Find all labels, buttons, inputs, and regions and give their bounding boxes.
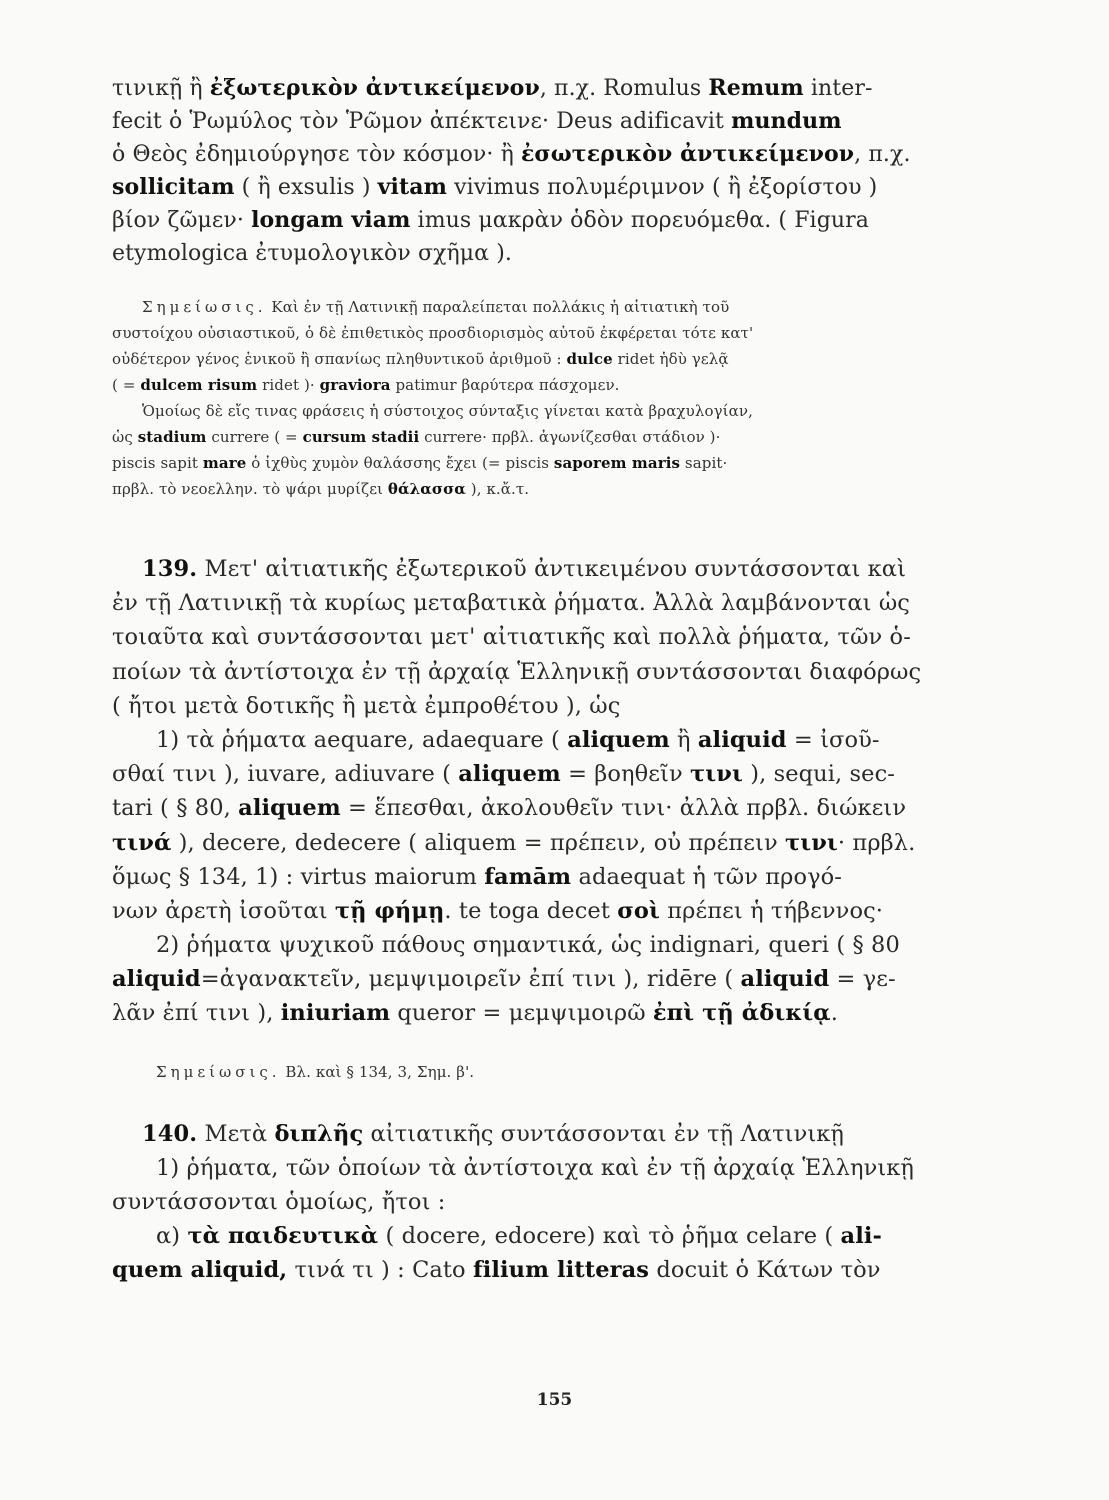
text-line: τινά ), decere, dedecere ( aliquem = πρέπειν, οὐ πρέπειν τινι· πρβλ. <box>112 829 916 856</box>
text-line: 139. Μετ' αἰτιατικῆς ἐξωτερικοῦ ἀντικειμένου συντάσσονται καὶ <box>142 556 906 582</box>
paragraph-accusative-objects <box>112 72 959 270</box>
text-line: σθαί τινι ), iuvare, adiuvare ( aliquem = βοηθεῖν τινι ), sequi, sec- <box>112 761 895 788</box>
text-line: aliquid=ἀγανακτεῖν, μεμψιμοιρεῖν ἐπί τινι ), ridēre ( aliquid = γε- <box>112 966 896 993</box>
text-line: τινικῇ ἢ ἐξωτερικὸν ἀντικείμενον, π.χ. Romulus Remum inter- <box>112 75 873 101</box>
text-line: Σημείωσις. Καὶ ἐν τῇ Λατινικῇ παραλείπεται πολλάκις ἡ αἰτιατικὴ τοῦ <box>142 298 730 316</box>
text-line: νων ἀρετὴ ἰσοῦται τῇ φήμῃ. te toga decet σοὶ πρέπει ἡ τήβεννος· <box>112 897 884 924</box>
text-line: ὡς stadium currere ( = cursum stadii currere· πρβλ. ἀγωνίζεσθαι στάδιον )· <box>112 428 721 446</box>
text-line: συντάσσονται ὁμοίως, ἤτοι : <box>112 1189 446 1215</box>
text-line: πρβλ. τὸ νεοελλην. τὸ ψάρι μυρίζει θάλασσα ), κ.ἄ.τ. <box>112 480 530 498</box>
text-line: α) τὰ παιδευτικὰ ( docere, edocere) καὶ τὸ ῥῆμα celare ( ali- <box>156 1223 882 1250</box>
text-line: fecit ὁ Ῥωμύλος τὸν Ῥῶμον ἀπέκτεινε· Deus adificavit mundum <box>112 108 842 134</box>
text-line: βίον ζῶμεν· longam viam imus μακρὰν ὁδὸν πορευόμεθα. ( Figura <box>112 207 869 233</box>
note-remark-2 <box>112 1059 959 1085</box>
text-line: ὅμως § 134, 1) : virtus maiorum famām adaequat ἡ τῶν προγό- <box>112 863 843 890</box>
text-line: tari ( § 80, aliquem = ἕπεσθαι, ἀκολουθεῖν τινι· ἀλλὰ πρβλ. διώκειν <box>112 795 907 822</box>
section-140 <box>112 1117 959 1288</box>
text-line: 140. Μετὰ διπλῆς αἰτιατικῆς συντάσσονται ἐν τῇ Λατινικῇ <box>142 1120 845 1147</box>
text-line: λᾶν ἐπί τινι ), iniuriam queror = μεμψιμοιρῶ ἐπὶ τῇ ἀδικίᾳ. <box>112 1000 838 1027</box>
text-line: οὐδέτερον γένος ἑνικοῦ ἢ σπανίως πληθυντικοῦ ἀριθμοῦ : dulce ridet ἡδὺ γελᾷ <box>112 350 729 368</box>
page-number: 155 <box>536 1390 573 1410</box>
text-line: quem aliquid, τινά τι ) : Cato filium litteras docuit ὁ Κάτων τὸν <box>112 1257 881 1284</box>
text-line: ὁ Θεὸς ἐδημιούργησε τὸν κόσμον· ἢ ἐσωτερικὸν ἀντικείμενον, π.χ. <box>112 141 911 167</box>
text-line: piscis sapit mare ὁ ἰχθὺς χυμὸν θαλάσσης ἔχει (= piscis saporem maris sapit· <box>112 454 728 472</box>
text-line: ( ἤτοι μετὰ δοτικῆς ἢ μετὰ ἐμπροθέτου ), ὡς <box>112 692 621 719</box>
text-line: ( = dulcem risum ridet )· graviora patimur βαρύτερα πάσχομεν. <box>112 376 620 394</box>
section-139 <box>112 552 959 1031</box>
text-line: sollicitam ( ἢ exsulis ) vitam vivimus πολυμέριμνον ( ἢ ἐξορίστου ) <box>112 174 878 200</box>
text-line: etymologica ἐτυμολογικὸν σχῆμα ). <box>112 241 512 266</box>
text-line: συστοίχου οὐσιαστικοῦ, ὁ δὲ ἐπιθετικὸς προσδιορισμὸς αὐτοῦ ἐκφέρεται τότε κατ' <box>112 324 754 342</box>
text-line: ἐν τῇ Λατινικῇ τὰ κυρίως μεταβατικὰ ῥήματα. Ἀλλὰ λαμβάνονται ὡς <box>112 590 911 617</box>
text-line: τοιαῦτα καὶ συντάσσονται μετ' αἰτιατικῆς καὶ πολλὰ ῥήματα, τῶν ὁ- <box>112 624 911 651</box>
text-line: ποίων τὰ ἀντίστοιχα ἐν τῇ ἀρχαίᾳ Ἑλληνικῇ συντάσσονται διαφόρως <box>112 658 922 685</box>
text-line: Σημείωσις. Βλ. καὶ § 134, 3, Σημ. β'. <box>156 1062 475 1081</box>
text-line: 1) ῥήματα, τῶν ὁποίων τὰ ἀντίστοιχα καὶ ἐν τῇ ἀρχαίᾳ Ἑλληνικῇ <box>156 1154 915 1181</box>
section-number: 139. <box>142 556 198 582</box>
section-number: 140. <box>142 1120 198 1147</box>
note-remark-1 <box>112 294 959 502</box>
text-line: Ὁμοίως δὲ εἴς τινας φράσεις ἡ σύστοιχος σύνταξις γίνεται κατὰ βραχυλογίαν, <box>142 402 753 420</box>
text-line: 2) ῥήματα ψυχικοῦ πάθους σημαντικά, ὡς indignari, queri ( § 80 <box>156 932 900 959</box>
text-line: 1) τὰ ῥήματα aequare, adaequare ( aliquem ἢ aliquid = ἰσοῦ- <box>156 726 880 753</box>
